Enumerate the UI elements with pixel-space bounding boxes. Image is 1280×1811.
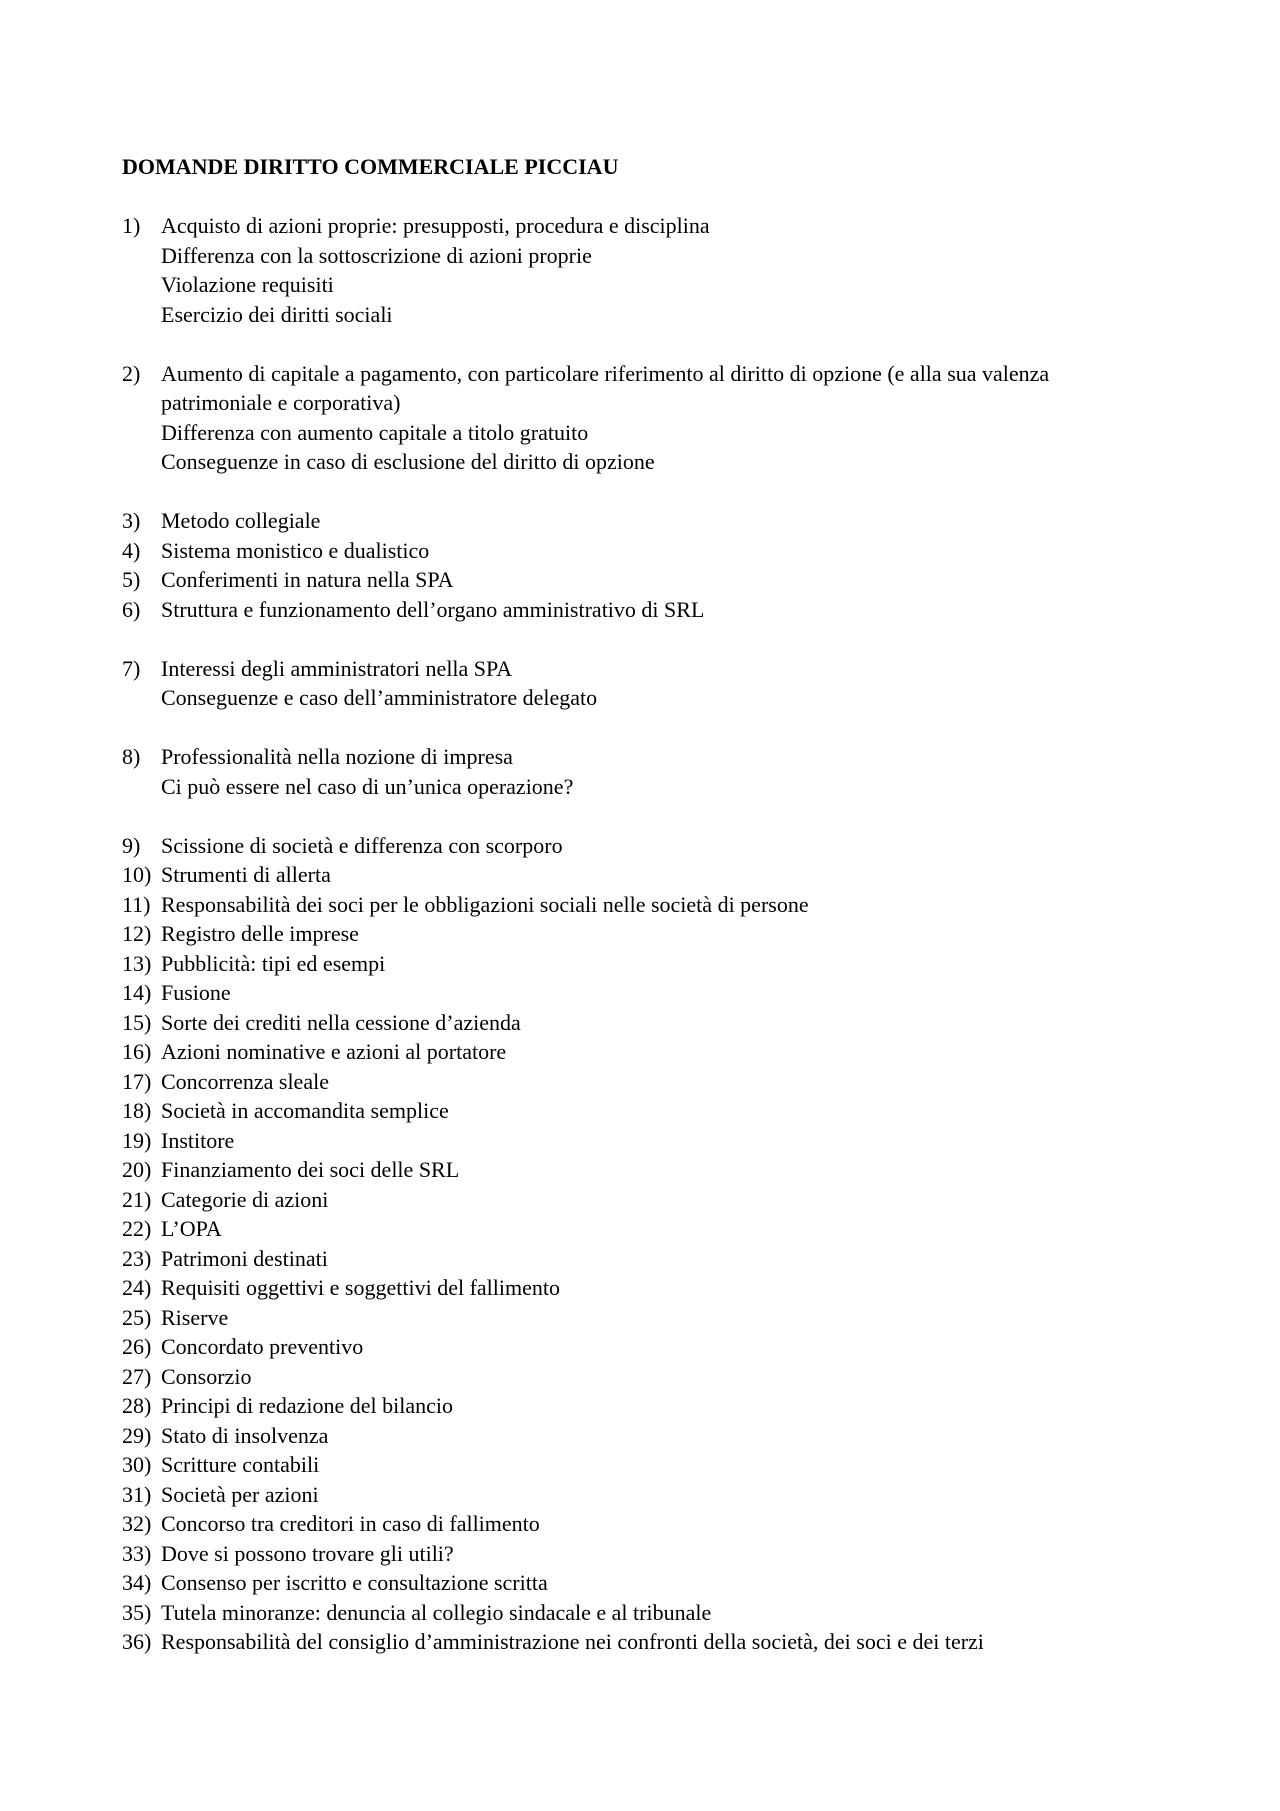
question-line: Fusione	[161, 980, 231, 1005]
question-number: 2)	[122, 360, 141, 386]
question-item	[122, 1008, 1162, 1038]
question-text	[161, 1303, 1162, 1333]
question-number: 10)	[122, 862, 152, 887]
question-text	[161, 1450, 1162, 1480]
question-text	[161, 1332, 1162, 1362]
question-line: Strumenti di allerta	[161, 862, 331, 887]
question-number: 9)	[122, 832, 141, 858]
question-line: Concordato preventivo	[161, 1334, 364, 1359]
question-line: Pubblicità: tipi ed esempi	[161, 950, 386, 976]
question-number: 21)	[122, 1186, 152, 1212]
question-text	[161, 978, 1162, 1008]
question-line: L’OPA	[161, 1216, 222, 1241]
question-text	[161, 1008, 1162, 1038]
question-text	[161, 1539, 1162, 1569]
question-number: 19)	[122, 1127, 152, 1153]
question-item	[122, 1126, 1162, 1156]
question-line: Acquisto di azioni proprie: presupposti, procedura e disciplina	[161, 213, 710, 238]
question-item	[122, 860, 1162, 890]
question-number: 20)	[122, 1157, 152, 1182]
question-line: Responsabilità del consiglio d’amministrazione nei confronti della società, dei soci e dei terzi	[161, 1629, 984, 1654]
question-number: 15)	[122, 1009, 152, 1035]
question-line: Institore	[161, 1127, 235, 1153]
question-line: Consenso per iscritto e consultazione scritta	[161, 1570, 548, 1595]
question-line: Dove si possono trovare gli utili?	[161, 1540, 454, 1566]
question-number: 6)	[122, 596, 141, 622]
question-text	[161, 949, 1162, 979]
question-item	[122, 831, 1162, 861]
question-item	[122, 1391, 1162, 1421]
question-item	[122, 1362, 1162, 1392]
question-number: 11)	[122, 891, 151, 917]
question-line: Requisiti oggettivi e soggettivi del fallimento	[161, 1275, 560, 1300]
question-number: 18)	[122, 1098, 152, 1123]
question-line: Ci può essere nel caso di un’unica operazione?	[161, 773, 574, 799]
question-item	[122, 1037, 1162, 1067]
question-text	[161, 536, 1162, 566]
question-number: 26)	[122, 1334, 152, 1359]
question-text	[161, 742, 1162, 801]
question-text	[161, 860, 1162, 890]
question-text	[161, 654, 1162, 713]
question-line: Patrimoni destinati	[161, 1245, 328, 1271]
question-item	[122, 1421, 1162, 1451]
question-number: 27)	[122, 1363, 152, 1389]
question-line: Differenza con aumento capitale a titolo gratuito	[161, 419, 589, 445]
question-item	[122, 1480, 1162, 1510]
question-line: Stato di insolvenza	[161, 1422, 329, 1448]
question-text	[161, 890, 1162, 920]
question-number: 34)	[122, 1570, 152, 1595]
question-line: Sorte dei crediti nella cessione d’azienda	[161, 1009, 521, 1035]
question-number: 25)	[122, 1304, 152, 1330]
question-text	[161, 595, 1162, 625]
question-text	[161, 506, 1162, 536]
question-number: 14)	[122, 980, 152, 1005]
question-number: 8)	[122, 744, 141, 769]
question-number: 12)	[122, 921, 152, 946]
question-item	[122, 1303, 1162, 1333]
document-title: DOMANDE DIRITTO COMMERCIALE PICCIAU	[122, 154, 619, 179]
question-text	[161, 831, 1162, 861]
question-text	[161, 1244, 1162, 1274]
question-line: Aumento di capitale a pagamento, con particolare riferimento al diritto di opzione (e alla sua valenza patrimoniale e corporativa)	[161, 360, 1050, 415]
question-number: 7)	[122, 655, 141, 681]
question-list	[122, 211, 1162, 1657]
question-line: Categorie di azioni	[161, 1186, 329, 1212]
question-item	[122, 742, 1162, 801]
question-item	[122, 949, 1162, 979]
question-text	[161, 211, 1162, 329]
question-number: 29)	[122, 1422, 152, 1448]
question-item	[122, 359, 1162, 477]
question-text	[161, 359, 1162, 477]
question-number: 4)	[122, 537, 141, 563]
question-item	[122, 978, 1162, 1008]
question-line: Esercizio dei diritti sociali	[161, 301, 393, 327]
question-number: 36)	[122, 1629, 152, 1654]
question-text	[161, 1509, 1162, 1539]
question-item	[122, 565, 1162, 595]
question-text	[161, 1391, 1162, 1421]
question-text	[161, 1067, 1162, 1097]
question-item	[122, 506, 1162, 536]
question-item	[122, 1244, 1162, 1274]
question-line: Scritture contabili	[161, 1452, 320, 1477]
question-number: 3)	[122, 508, 141, 533]
question-text	[161, 1627, 1162, 1657]
question-text	[161, 1273, 1162, 1303]
question-line: Interessi degli amministratori nella SPA	[161, 655, 513, 681]
question-item	[122, 211, 1162, 329]
question-item	[122, 1450, 1162, 1480]
question-text	[161, 1126, 1162, 1156]
question-line: Professionalità nella nozione di impresa	[161, 744, 513, 769]
question-line: Conseguenze in caso di esclusione del diritto di opzione	[161, 449, 655, 474]
question-text	[161, 1185, 1162, 1215]
question-line: Conferimenti in natura nella SPA	[161, 567, 454, 592]
question-line: Riserve	[161, 1304, 229, 1330]
question-number: 16)	[122, 1039, 152, 1064]
question-line: Tutela minoranze: denuncia al collegio sindacale e al tribunale	[161, 1599, 712, 1625]
question-number: 5)	[122, 567, 141, 592]
question-item	[122, 890, 1162, 920]
question-number: 1)	[122, 213, 141, 238]
question-item	[122, 1568, 1162, 1598]
question-line: Responsabilità dei soci per le obbligazioni sociali nelle società di persone	[161, 891, 809, 917]
question-item	[122, 919, 1162, 949]
question-line: Azioni nominative e azioni al portatore	[161, 1039, 507, 1064]
question-item	[122, 1096, 1162, 1126]
question-line: Scissione di società e differenza con scorporo	[161, 832, 563, 858]
question-text	[161, 1598, 1162, 1628]
question-text	[161, 1214, 1162, 1244]
question-text	[161, 1037, 1162, 1067]
question-item	[122, 1598, 1162, 1628]
question-item	[122, 1155, 1162, 1185]
question-line: Sistema monistico e dualistico	[161, 537, 430, 563]
question-line: Società in accomandita semplice	[161, 1098, 449, 1123]
question-line: Società per azioni	[161, 1481, 319, 1507]
question-item	[122, 1067, 1162, 1097]
question-text	[161, 1155, 1162, 1185]
question-number: 31)	[122, 1481, 152, 1507]
question-number: 32)	[122, 1511, 152, 1536]
question-item	[122, 536, 1162, 566]
question-item	[122, 1185, 1162, 1215]
question-text	[161, 1096, 1162, 1126]
question-line: Registro delle imprese	[161, 921, 359, 946]
question-number: 23)	[122, 1245, 152, 1271]
question-line: Differenza con la sottoscrizione di azioni proprie	[161, 242, 592, 268]
question-item	[122, 1509, 1162, 1539]
question-item	[122, 1539, 1162, 1569]
question-text	[161, 919, 1162, 949]
question-line: Concorso tra creditori in caso di fallimento	[161, 1511, 540, 1536]
question-text	[161, 565, 1162, 595]
question-number: 28)	[122, 1393, 152, 1418]
question-number: 17)	[122, 1068, 152, 1094]
question-item	[122, 1214, 1162, 1244]
question-line: Finanziamento dei soci delle SRL	[161, 1157, 460, 1182]
question-number: 24)	[122, 1275, 152, 1300]
question-text	[161, 1362, 1162, 1392]
question-text	[161, 1480, 1162, 1510]
question-item	[122, 1273, 1162, 1303]
question-line: Conseguenze e caso dell’amministratore delegato	[161, 685, 598, 710]
question-number: 13)	[122, 950, 152, 976]
question-item	[122, 1332, 1162, 1362]
question-line: Principi di redazione del bilancio	[161, 1393, 454, 1418]
question-line: Consorzio	[161, 1363, 252, 1389]
question-line: Violazione requisiti	[161, 272, 334, 297]
question-line: Metodo collegiale	[161, 508, 321, 533]
question-item	[122, 654, 1162, 713]
question-number: 35)	[122, 1599, 152, 1625]
question-number: 33)	[122, 1540, 152, 1566]
question-line: Concorrenza sleale	[161, 1068, 329, 1094]
question-line: Struttura e funzionamento dell’organo amministrativo di SRL	[161, 596, 705, 622]
question-text	[161, 1568, 1162, 1598]
question-number: 22)	[122, 1216, 152, 1241]
question-item	[122, 595, 1162, 625]
question-text	[161, 1421, 1162, 1451]
question-item	[122, 1627, 1162, 1657]
question-number: 30)	[122, 1452, 152, 1477]
